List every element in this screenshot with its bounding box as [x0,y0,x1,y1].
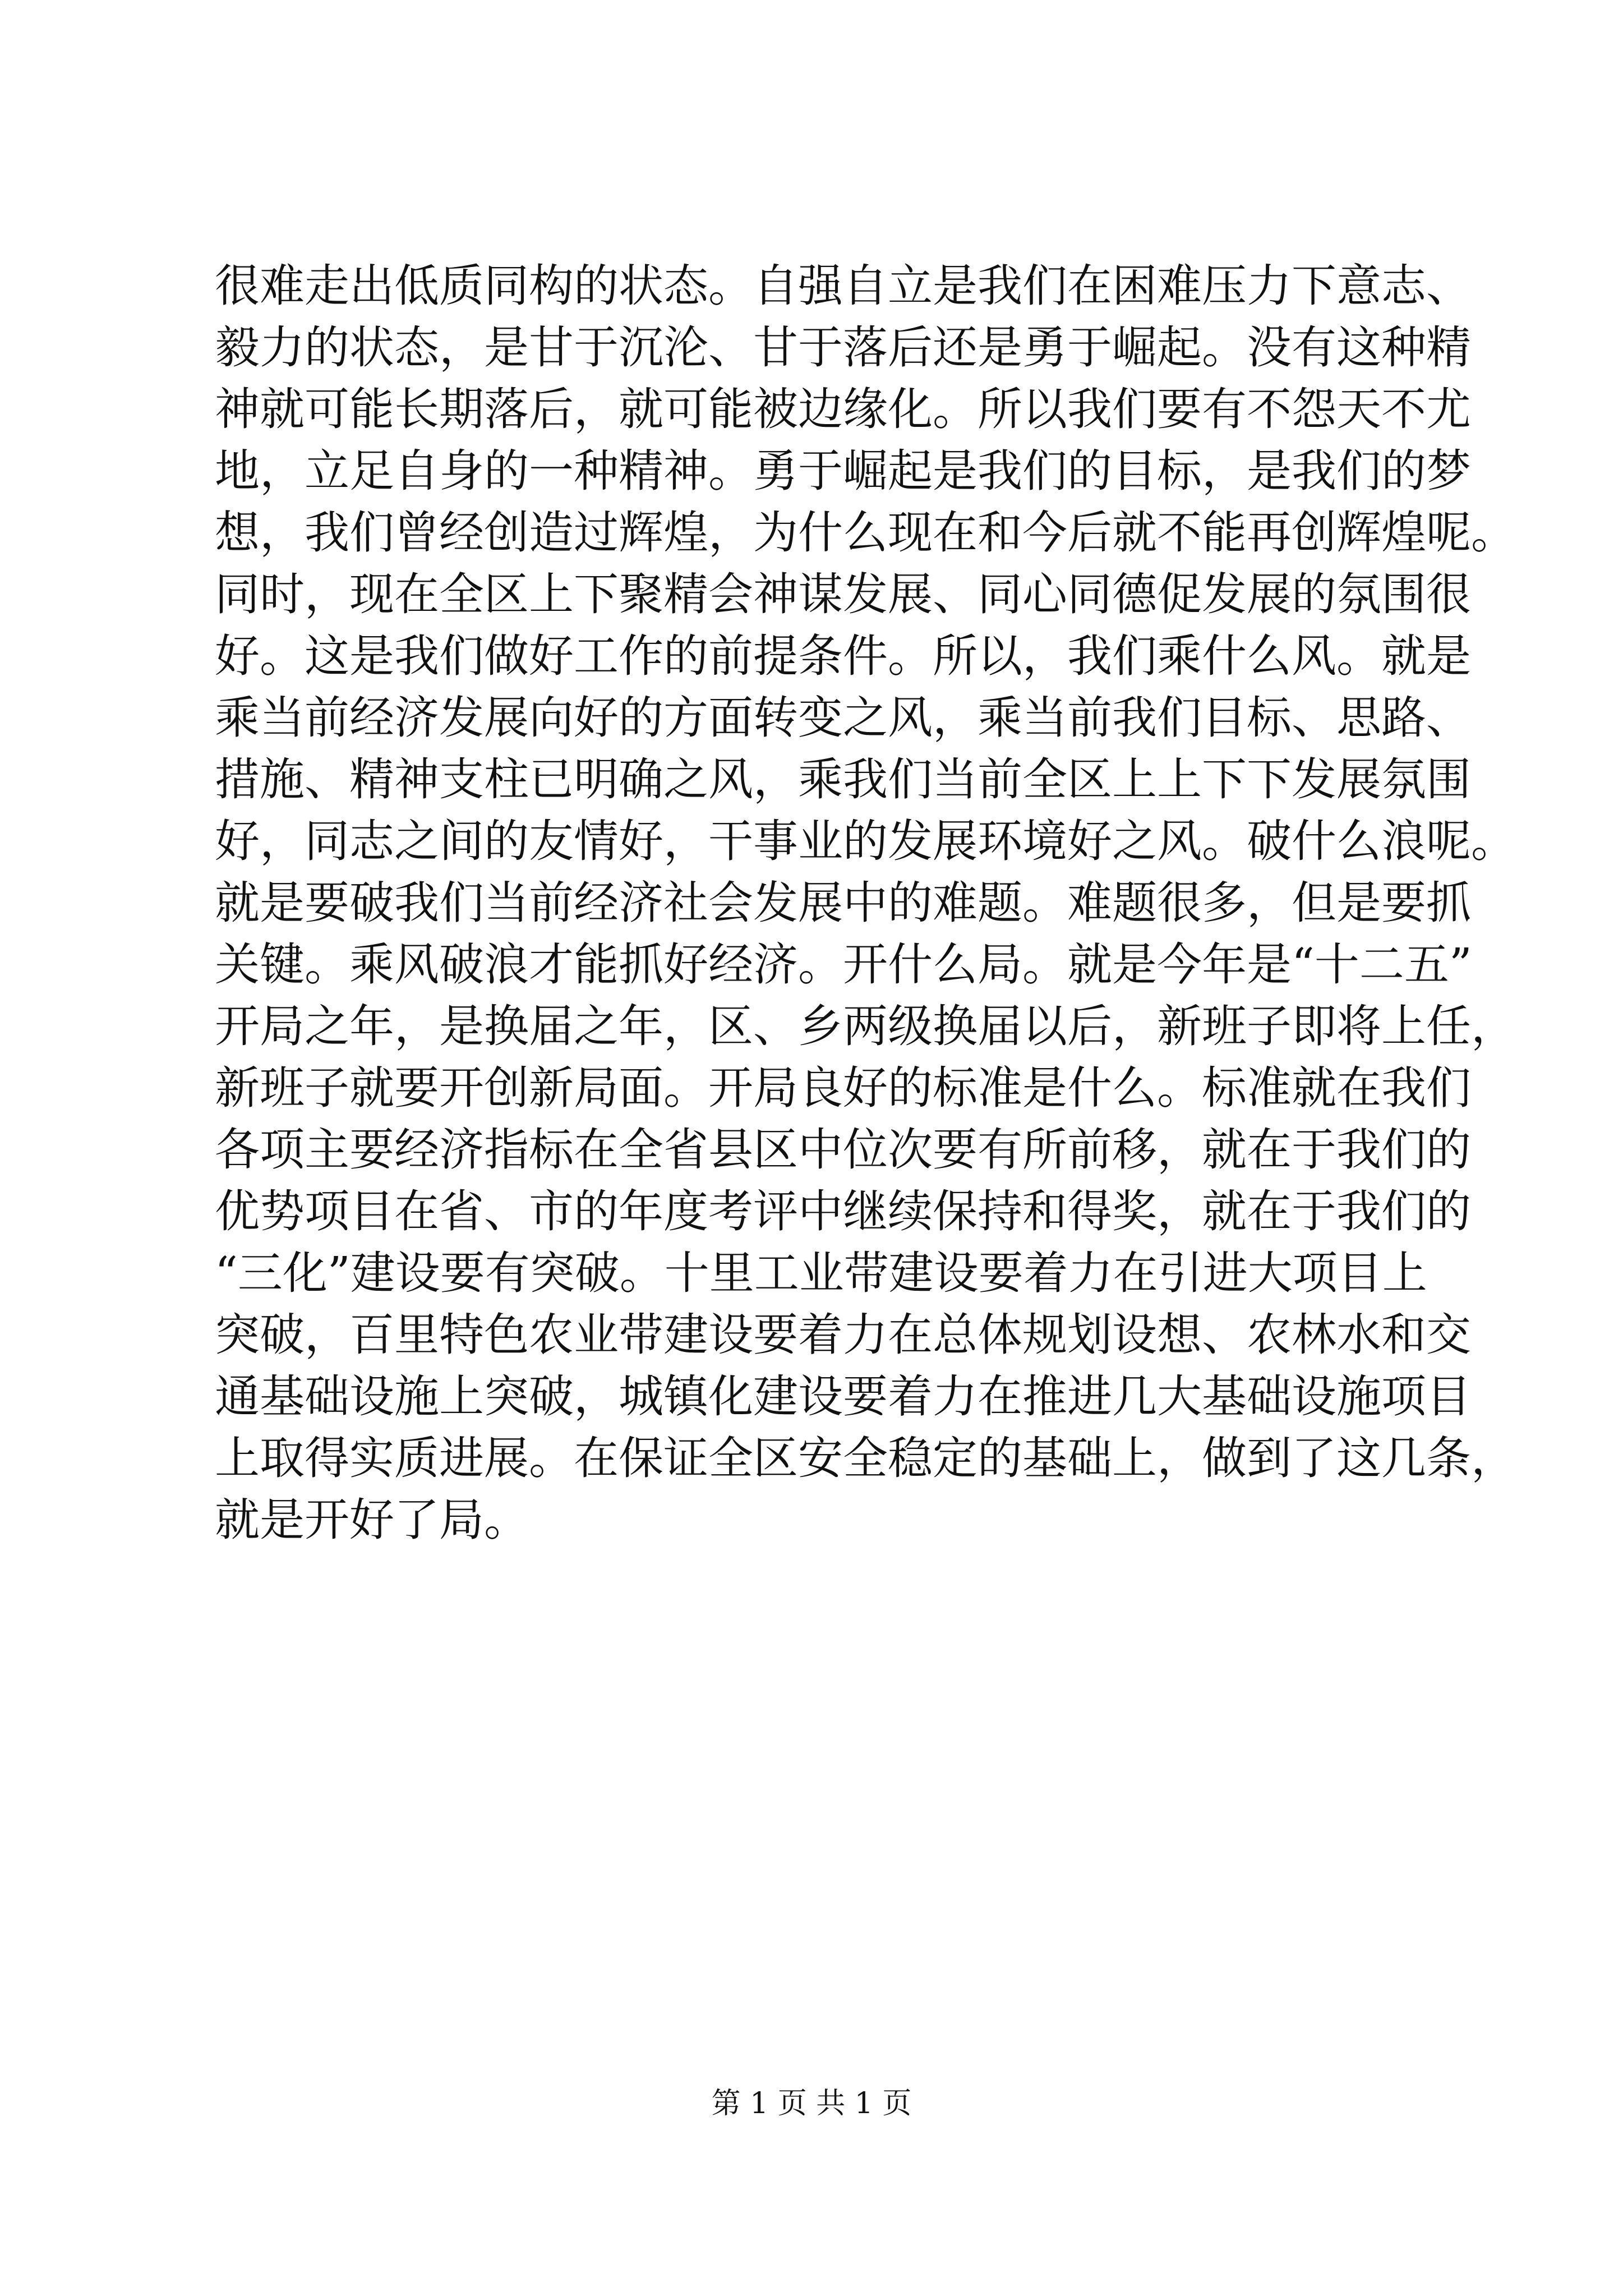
text-line: 很难走出低质同构的状态。自强自立是我们在困难压力下意志、 [215,260,1471,312]
text-line: 上取得实质进展。在保证全区安全稳定的基础上，做到了这几条， [215,1432,1516,1484]
text-line: 开局之年，是换届之年，区、乡两级换届以后，新班子即将上任， [215,1000,1516,1052]
text-line: 同时，现在全区上下聚精会神谋发展、同心同德促发展的氛围很 [215,568,1471,620]
text-line: 乘当前经济发展向好的方面转变之风，乘当前我们目标、思路、 [215,692,1471,744]
body-paragraph [215,255,1516,1551]
text-line: 新班子就要开创新局面。开局良好的标准是什么。标准就在我们 [215,1062,1471,1114]
text-line: 各项主要经济指标在全省县区中位次要有所前移，就在于我们的 [215,1124,1471,1176]
text-line: 好，同志之间的友情好，干事业的发展环境好之风。破什么浪呢。 [215,815,1516,867]
text-line: 突破，百里特色农业带建设要着力在总体规划设想、农林水和交 [215,1309,1471,1361]
page-number-footer: 第 1 页 共 1 页 [711,2087,912,2120]
text-line: 措施、精神支柱已明确之风，乘我们当前全区上上下下发展氛围 [215,753,1471,806]
text-line: 通基础设施上突破，城镇化建设要着力在推进几大基础设施项目 [215,1370,1471,1423]
text-line: 就是要破我们当前经济社会发展中的难题。难题很多，但是要抓 [215,877,1471,929]
text-line: 想，我们曾经创造过辉煌，为什么现在和今后就不能再创辉煌呢。 [215,507,1516,559]
text-line: 就是开好了局。 [215,1494,529,1546]
text-line: 好。这是我们做好工作的前提条件。所以，我们乘什么风。就是 [215,630,1471,682]
text-line: 关键。乘风破浪才能抓好经济。开什么局。就是今年是“十二五” [215,938,1472,991]
text-line: 优势项目在省、市的年度考评中继续保持和得奖，就在于我们的 [215,1185,1471,1237]
text-line: “三化”建设要有突破。十里工业带建设要着力在引进大项目上 [215,1247,1427,1299]
text-line: 地，立足自身的一种精神。勇于崛起是我们的目标，是我们的梦 [215,445,1471,497]
text-line: 毅力的状态，是甘于沉沦、甘于落后还是勇于崛起。没有这种精 [215,321,1471,374]
text-line: 神就可能长期落后，就可能被边缘化。所以我们要有不怨天不尤 [215,383,1471,435]
